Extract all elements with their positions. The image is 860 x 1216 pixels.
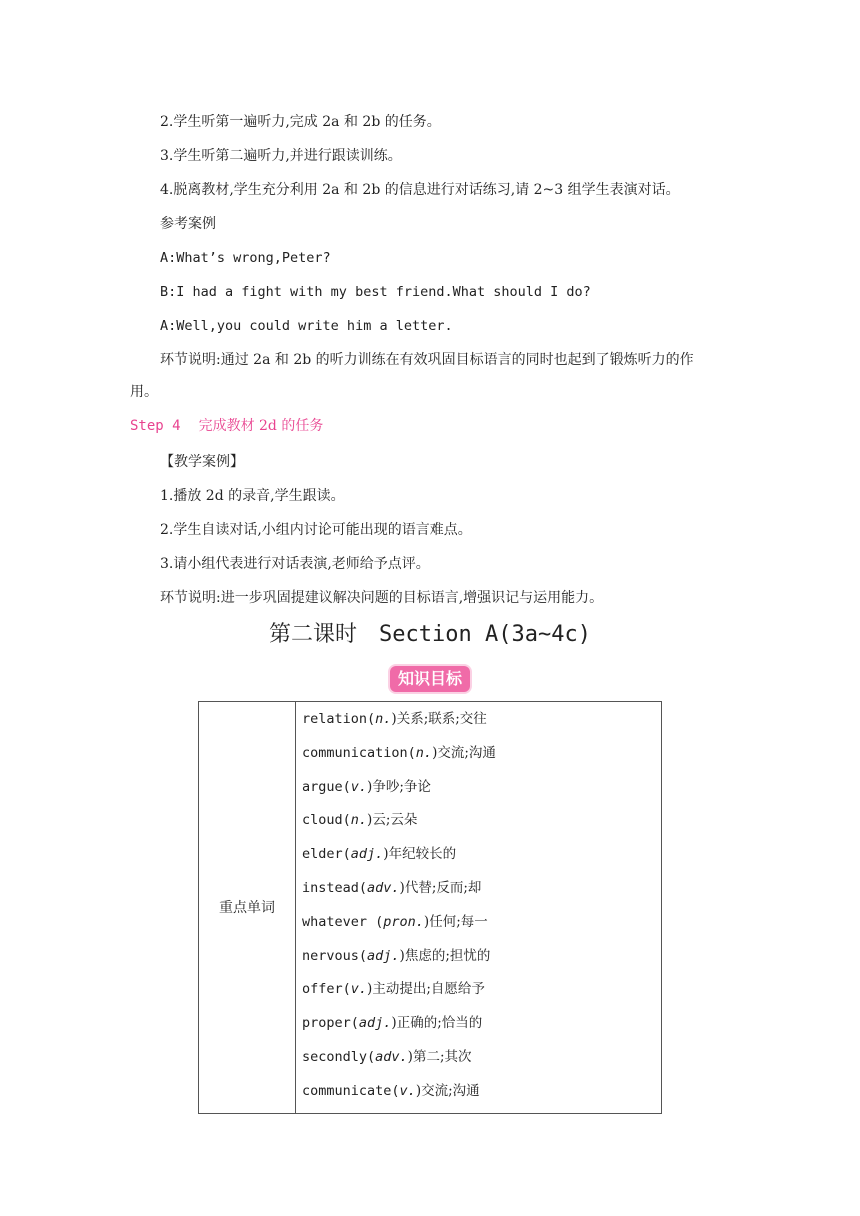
instruction-line: 1.播放 2d 的录音,学生跟读。	[160, 488, 345, 504]
lesson-title	[0, 620, 860, 650]
dialogue-line: B:I had a fight with my best friend.What should I do?	[160, 284, 591, 300]
vocabulary-table	[198, 701, 662, 1114]
vocab-entry: proper(adj.)正确的;恰当的	[302, 1015, 483, 1032]
vocab-entry: nervous(adj.)焦虑的;担忧的	[302, 947, 491, 964]
vocab-entry: offer(v.)主动提出;自愿给予	[302, 981, 485, 998]
instruction-line: 2.学生自读对话,小组内讨论可能出现的语言难点。	[160, 522, 472, 538]
vocab-entry: whatever (pron.)任何;每一	[302, 913, 488, 930]
instruction-line: 2.学生听第一遍听力,完成 2a 和 2b 的任务。	[160, 114, 441, 130]
vocab-entry: secondly(adv.)第二;其次	[302, 1048, 472, 1065]
knowledge-goal-badge: 知识目标	[390, 666, 470, 692]
section-note: 环节说明:通过 2a 和 2b 的听力训练在有效巩固目标语言的同时也起到了锻炼听力的作	[160, 352, 694, 368]
section-note: 环节说明:进一步巩固提建议解决问题的目标语言,增强识记与运用能力。	[160, 590, 604, 606]
vocab-entry: elder(adj.)年纪较长的	[302, 846, 457, 863]
instruction-line: 3.请小组代表进行对话表演,老师给予点评。	[160, 556, 430, 572]
reference-case-label: 参考案例	[160, 216, 216, 232]
vocab-entry: instead(adv.)代替;反而;却	[302, 879, 482, 896]
section-note-continued: 用。	[130, 384, 158, 400]
step-number: Step 4	[130, 418, 181, 434]
vocab-entry: relation(n.)关系;联系;交往	[302, 711, 487, 727]
vocab-entry: argue(v.)争吵;争论	[302, 778, 431, 795]
step-title: 完成教材 2d 的任务	[198, 418, 324, 434]
lesson-title-en: Section A(3a~4c)	[379, 622, 591, 647]
vocab-entry: cloud(n.)云;云朵	[302, 812, 418, 829]
instruction-line: 3.学生听第二遍听力,并进行跟读训练。	[160, 148, 402, 164]
table-row	[199, 702, 662, 1114]
teaching-case-label: 【教学案例】	[160, 454, 244, 470]
lesson-title-zh: 第二课时	[269, 622, 358, 647]
instruction-line: 4.脱离教材,学生充分利用 2a 和 2b 的信息进行对话练习,请 2~3 组学生表演对话。	[160, 182, 680, 198]
vocab-entry: communicate(v.)交流;沟通	[302, 1082, 480, 1099]
dialogue-line: A:What’s wrong,Peter?	[160, 250, 331, 266]
vocab-word-list	[296, 702, 662, 1114]
dialogue-line: A:Well,you could write him a letter.	[160, 318, 453, 334]
step-heading	[130, 416, 323, 436]
vocab-entry: communication(n.)交流;沟通	[302, 744, 496, 761]
vocab-category: 重点单词	[199, 702, 296, 1114]
